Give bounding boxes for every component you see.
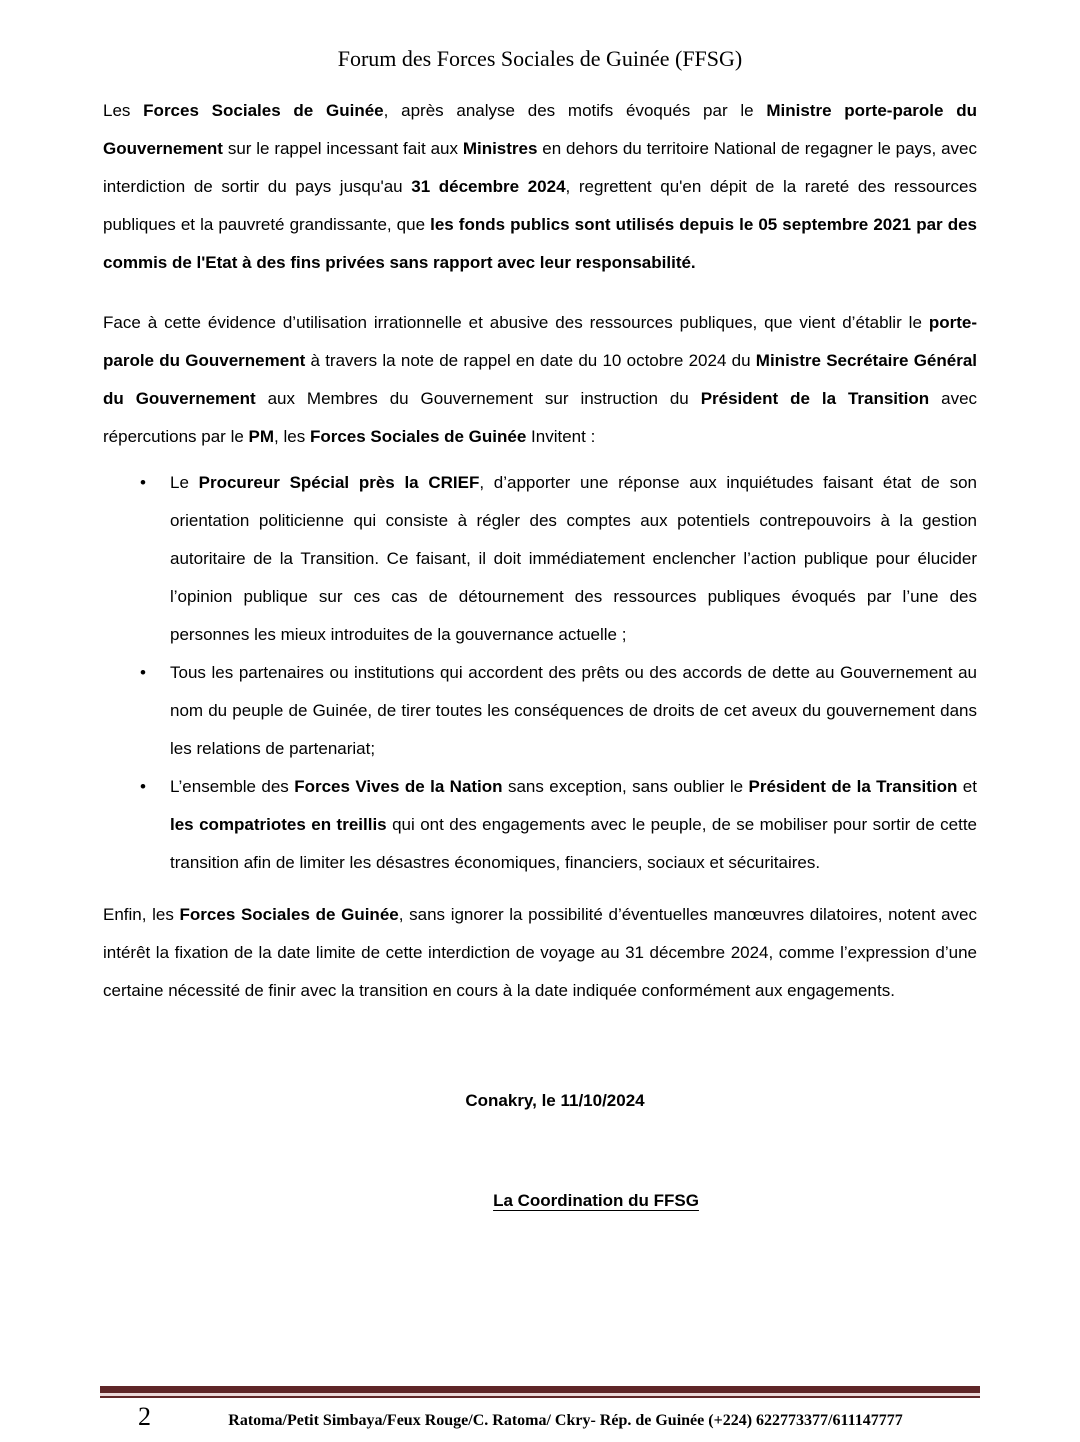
closing-paragraph: Enfin, les Forces Sociales de Guinée, sans ignorer la possibilité d’éventuelles manœuvres dilatoires, notent avec intérêt la fixation de la date limite de cette interdiction de voyage au 31 décembre 2024, comme l’expression d’une certaine nécessité de finir avec la transition en cours à la date indiquée conformément aux engagements.	[103, 905, 977, 1000]
demand-text: L’ensemble des Forces Vives de la Nation sans exception, sans oublier le Président de la Transition et les compatriotes en treillis qui ont des engagements avec le peuple, de se mobiliser pour sortir de cette transition afin de limiter les désastres économiques, financiers, sociaux et sécuritaires.	[170, 777, 978, 872]
footer-rule	[100, 1386, 980, 1398]
paragraph-1: Les Forces Sociales de Guinée, après analyse des motifs évoqués par le Ministre porte-parole du Gouvernement sur le rappel incessant fait aux Ministres en dehors du territoire National de regagner le pays, avec interdiction de sortir du pays jusqu'au 31 décembre 2024, regrettent qu'en dépit de la rareté des ressources publiques et la pauvreté grandissante, que les fonds publics sont utilisés depuis le 05 septembre 2021 par des commis de l'Etat à des fins privées sans rapport avec leur responsabilité.	[103, 101, 977, 272]
footer-address: Ratoma/Petit Simbaya/Feux Rouge/C. Ratoma/ Ckry- Rép. de Guinée (+224) 622773377/611147777	[228, 1412, 903, 1429]
footer-row	[100, 1402, 980, 1432]
page-number: 2	[138, 1402, 151, 1431]
demand-item	[103, 654, 977, 768]
demand-item	[103, 464, 977, 654]
signature-line	[159, 1182, 1033, 1220]
demand-text: Tous les partenaires ou institutions qui accordent des prêts ou des accords de dette au Gouvernement au nom du peuple de Guinée, de tirer toutes les conséquences de droits de cet aveux du gouvernement dans les relations de partenariat;	[170, 663, 977, 758]
paragraph-2: Face à cette évidence d’utilisation irrationnelle et abusive des ressources publiques, que vient d’établir le porte-parole du Gouvernement à travers la note de rappel en date du 10 octobre 2024 du Ministre Secrétaire Général du Gouvernement aux Membres du Gouvernement sur instruction du Président de la Transition avec répercutions par le PM, les Forces Sociales de Guinée Invitent :	[103, 313, 978, 446]
document-title: Forum des Forces Sociales de Guinée (FFSG)	[337, 46, 743, 71]
demands-list	[103, 464, 977, 882]
demand-item	[103, 768, 977, 882]
bullet-icon: •	[140, 473, 146, 492]
demand-text: Le Procureur Spécial près la CRIEF, d’apporter une réponse aux inquiétudes faisant état de son orientation politicienne qui consiste à régler des comptes aux potentiels contrepouvoirs à la gestion autoritaire de la Transition. Ce faisant, il doit immédiatement enclencher l’action publique pour élucider l’opinion publique sur ces cas de détournement des ressources publiques évoqués par l’une des personnes les mieux introduites de la gouvernance actuelle ;	[170, 473, 977, 644]
page-footer	[0, 1386, 1080, 1432]
bullet-icon: •	[140, 663, 146, 682]
date-text: Conakry, le 11/10/2024	[465, 1091, 645, 1110]
signature-text: La Coordination du FFSG	[493, 1191, 699, 1210]
date-line	[118, 1082, 992, 1120]
bullet-icon: •	[140, 777, 146, 796]
